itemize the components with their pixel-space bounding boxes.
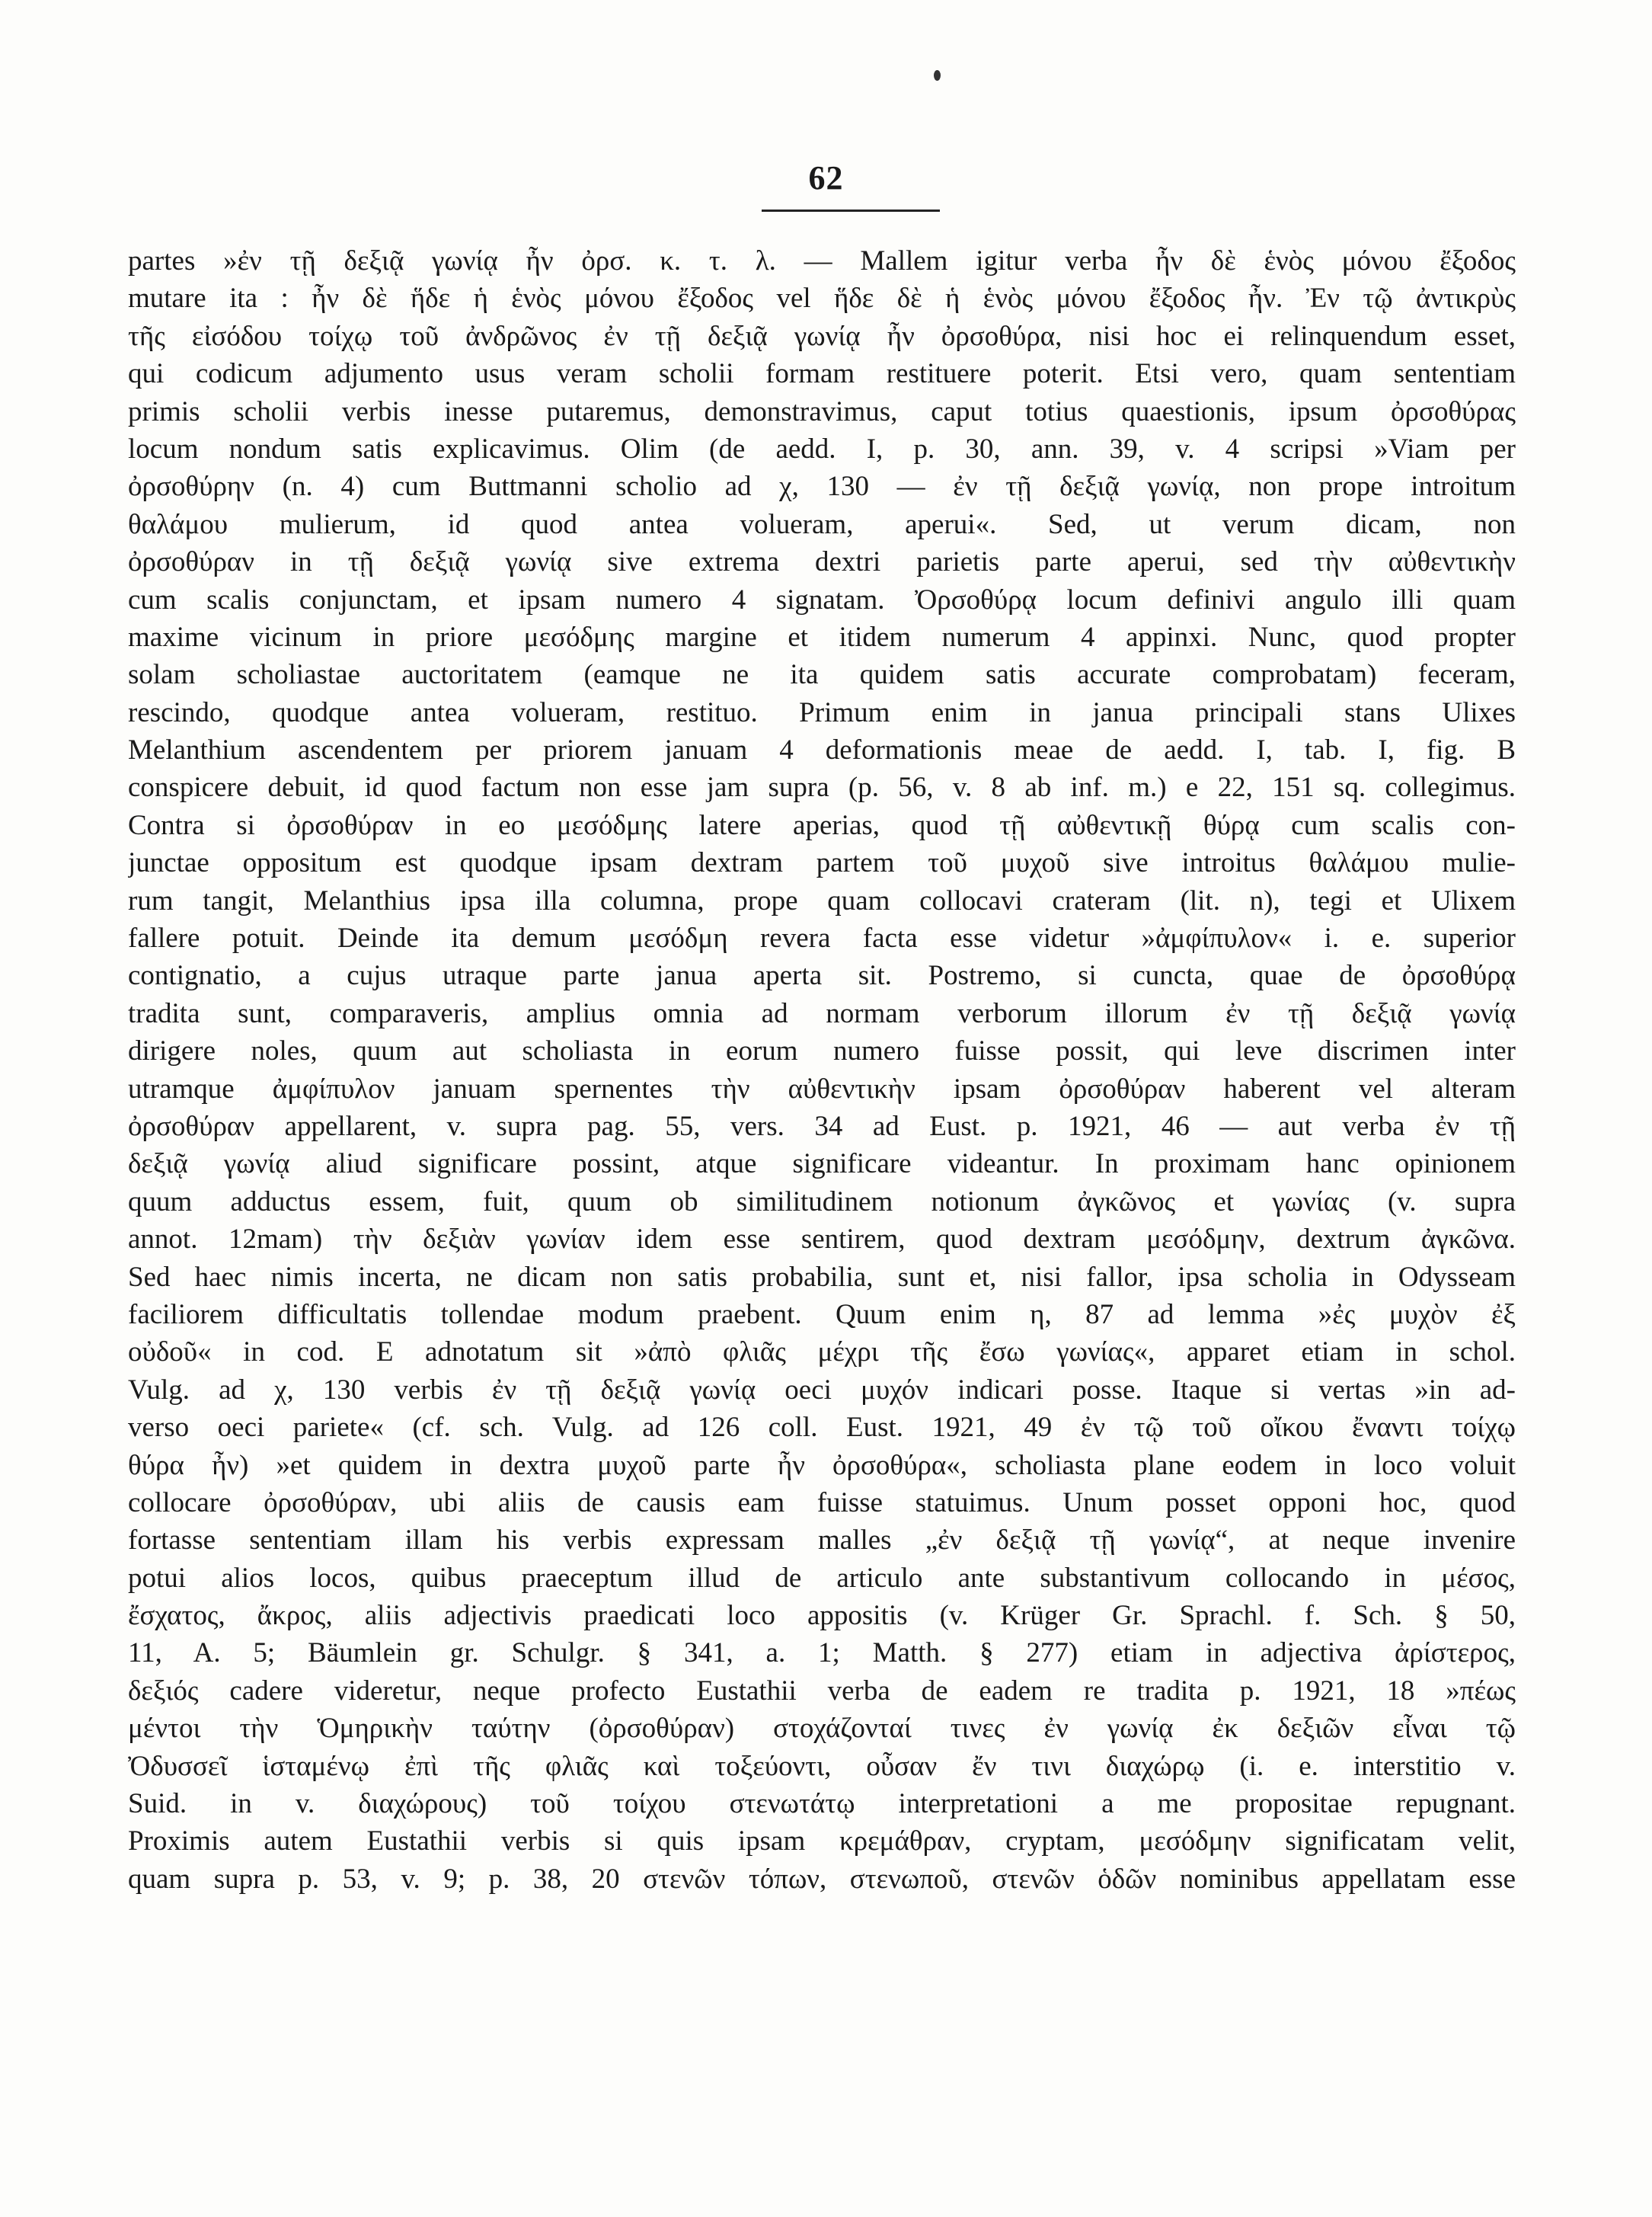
text-line: collocare ὀρσοθύραν, ubi aliis de causis eam fuisse statuimus. Unum posset opponi hoc, quod [128, 1486, 1516, 1518]
text-line: Proximis autem Eustathii verbis si quis ipsam κρεμάθραν, cryptam, μεσόδμην significatam velit, [128, 1825, 1516, 1857]
text-line: utramque ἀμφίπυλον januam spernentes τὴν αὐθεντικὴν ipsam ὀρσοθύραν haberent vel alteram [128, 1073, 1516, 1105]
text-line: ὀρσοθύραν appellarent, v. supra pag. 55, vers. 34 ad Eust. p. 1921, 46 — aut verba ἐν τῇ [128, 1110, 1516, 1142]
text-line: locum nondum satis explicavimus. Olim (de aedd. I, p. 30, ann. 39, v. 4 scripsi »Viam per [128, 433, 1516, 465]
text-line: contignatio, a cujus utraque parte janua aperta sit. Postremo, si cuncta, quae de ὀρσοθύρᾳ [128, 960, 1516, 992]
ink-speck [934, 70, 941, 81]
text-line: Vulg. ad χ, 130 verbis ἐν τῇ δεξιᾷ γωνίᾳ oeci μυχόν indicari posse. Itaque si vertas »in ad- [128, 1374, 1516, 1406]
page-number: 62 [808, 159, 844, 197]
text-line: Sed haec nimis incerta, ne dicam non satis probabilia, sunt et, nisi fallor, ipsa scholia in Odysseam [128, 1261, 1516, 1293]
text-line: ὀρσοθύραν in τῇ δεξιᾷ γωνίᾳ sive extrema dextri parietis parte aperui, sed τὴν αὐθεντικὴν [128, 546, 1516, 578]
text-line: Contra si ὀρσοθύραν in eo μεσόδμης latere aperias, quod τῇ αὐθεντικῇ θύρᾳ cum scalis con- [128, 809, 1516, 841]
text-line: junctae oppositum est quodque ipsam dextram partem τοῦ μυχοῦ sive introitus θαλάμου mulie- [128, 847, 1516, 879]
text-line: fallere potuit. Deinde ita demum μεσόδμη revera facta esse videtur »ἀμφίπυλον« i. e. superior [128, 923, 1516, 955]
text-line: μέντοι τὴν Ὁμηρικὴν ταύτην (ὀρσοθύραν) στοχάζονταί τινες ἐν γωνίᾳ ἐκ δεξιῶν εἶναι τῷ [128, 1713, 1516, 1745]
text-line: rum tangit, Melanthius ipsa illa columna, prope quam collocavi crateram (lit. n), tegi et Ulixem [128, 885, 1516, 917]
text-line: qui codicum adjumento usus veram scholii formam restituere poterit. Etsi vero, quam sententiam [128, 358, 1516, 390]
text-line: cum scalis conjunctam, et ipsam numero 4 signatam. Ὀρσοθύρᾳ locum definivi angulo illi quam [128, 584, 1516, 616]
text-line: δεξιός cadere videretur, neque profecto Eustathii verba de eadem re tradita p. 1921, 18 »πέως [128, 1675, 1516, 1707]
text-line: mutare ita : ἦν δὲ ἥδε ἡ ἑνὸς μόνου ἔξοδος vel ἥδε δὲ ἡ ἑνὸς μόνου ἔξοδος ἦν. Ἐν τῷ ἀντικρὺς [128, 283, 1516, 315]
header-rule [762, 210, 940, 212]
text-line: dirigere noles, quum aut scholiasta in eorum numero fuisse possit, qui leve discrimen inter [128, 1035, 1516, 1067]
body-text [128, 242, 1516, 1898]
text-line: tradita sunt, comparaveris, amplius omnia ad normam verborum illorum ἐν τῇ δεξιᾷ γωνίᾳ [128, 997, 1516, 1029]
text-line: θαλάμου mulierum, id quod antea volueram, aperui«. Sed, ut verum dicam, non [128, 508, 1516, 540]
text-line: solam scholiastae auctoritatem (eamque ne ita quidem satis accurate comprobatam) feceram, [128, 659, 1516, 691]
text-line: Ὀδυσσεῖ ἱσταμένῳ ἐπὶ τῆς φλιᾶς καὶ τοξεύοντι, οὖσαν ἔν τινι διαχώρῳ (i. e. interstitio v. [128, 1750, 1516, 1782]
text-line: potui alios locos, quibus praeceptum illud de articulo ante substantivum collocando in μέσος, [128, 1562, 1516, 1594]
text-line: 11, A. 5; Bäumlein gr. Schulgr. § 341, a. 1; Matth. § 277) etiam in adjectiva ἀρίστερος, [128, 1637, 1516, 1669]
text-line: fortasse sententiam illam his verbis expressam malles „ἐν δεξιᾷ τῇ γωνίᾳ“, at neque invenire [128, 1524, 1516, 1556]
text-line: verso oeci pariete« (cf. sch. Vulg. ad 126 coll. Eust. 1921, 49 ἐν τῷ τοῦ οἴκου ἔναντι τοίχῳ [128, 1412, 1516, 1444]
text-line: δεξιᾷ γωνίᾳ aliud significare possint, atque significare videantur. In proximam hanc opinionem [128, 1148, 1516, 1180]
text-line: Suid. in v. διαχώρους) τοῦ τοίχου στενωτάτῳ interpretationi a me propositae repugnant. [128, 1788, 1516, 1820]
text-line: annot. 12mam) τὴν δεξιὰν γωνίαν idem esse sentirem, quod dextram μεσόδμην, dextrum ἀγκῶνα. [128, 1224, 1516, 1256]
text-line: θύρα ἦν) »et quidem in dextra μυχοῦ parte ἦν ὀρσοθύρα«, scholiasta plane eodem in loco voluit [128, 1449, 1516, 1481]
text-line: οὐδοῦ« in cod. E adnotatum sit »ἀπὸ φλιᾶς μέχρι τῆς ἔσω γωνίας«, apparet etiam in schol. [128, 1336, 1516, 1368]
text-line: primis scholii verbis inesse putaremus, demonstravimus, caput totius quaestionis, ipsum ὀρσοθύρας [128, 395, 1516, 427]
text-line: Melanthium ascendentem per priorem januam 4 deformationis meae de aedd. I, tab. I, fig. B [128, 734, 1516, 766]
text-line: faciliorem difficultatis tollendae modum praebent. Quum enim η, 87 ad lemma »ἐς μυχὸν ἐξ [128, 1298, 1516, 1330]
text-line: ὀρσοθύρην (n. 4) cum Buttmanni scholio ad χ, 130 — ἐν τῇ δεξιᾷ γωνίᾳ, non prope introitum [128, 471, 1516, 503]
text-line: maxime vicinum in priore μεσόδμης margine et itidem numerum 4 appinxi. Nunc, quod propter [128, 621, 1516, 653]
text-line: ἔσχατος, ἄκρος, aliis adjectivis praedicati loco appositis (v. Krüger Gr. Sprachl. f. Sch. § 50, [128, 1600, 1516, 1632]
text-line: rescindo, quodque antea volueram, restituo. Primum enim in janua principali stans Ulixes [128, 696, 1516, 728]
text-line: quam supra p. 53, v. 9; p. 38, 20 στενῶν τόπων, στενωποῦ, στενῶν ὁδῶν nominibus appellatam esse [128, 1863, 1516, 1895]
text-line: partes »ἐν τῇ δεξιᾷ γωνίᾳ ἦν ὀρσ. κ. τ. λ. — Mallem igitur verba ἦν δὲ ἑνὸς μόνου ἔξοδος [128, 245, 1516, 277]
text-line: conspicere debuit, id quod factum non esse jam supra (p. 56, v. 8 ab inf. m.) e 22, 151 sq. collegimus. [128, 772, 1516, 804]
text-line: quum adductus essem, fuit, quum ob similitudinem notionum ἀγκῶνος et γωνίας (v. supra [128, 1185, 1516, 1217]
text-line: τῆς εἰσόδου τοίχῳ τοῦ ἀνδρῶνος ἐν τῇ δεξιᾷ γωνίᾳ ἦν ὀρσοθύρα, nisi hoc ei relinquendum esset, [128, 320, 1516, 352]
